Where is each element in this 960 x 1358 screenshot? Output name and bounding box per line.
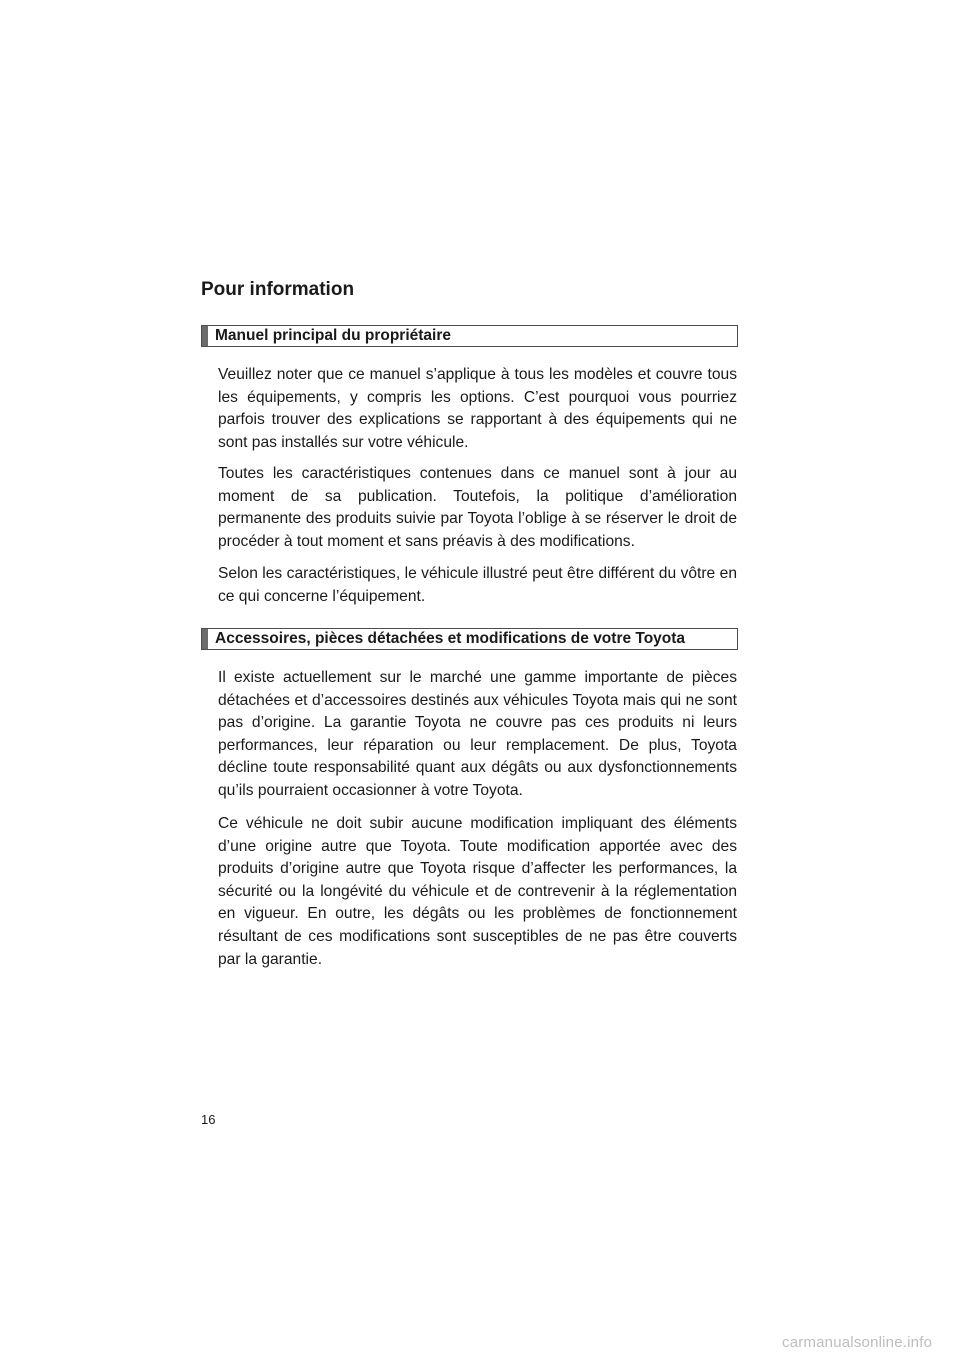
section-header-label: Accessoires, pièces détachées et modifications de votre Toyota (215, 630, 686, 647)
paragraph-manual-scope: Veuillez noter que ce manuel s’applique à tous les modèles et couvre tous les équipements, y compris les options. C’est pourquoi vous pourriez parfois trouver des explications se rapportant à des équipements qui ne sont pas installés sur votre véhicule. (218, 366, 737, 451)
watermark: carmanualsonline.info (782, 1334, 933, 1351)
page-number: 16 (201, 1112, 216, 1127)
paragraph-modifications: Ce véhicule ne doit subir aucune modification impliquant des éléments d’une origine autre que Toyota. Toute modification apportée avec des produits d’origine autre que Toyota risque d’affecter les performances, la sécurité ou la longévité du véhicule et de contrevenir à la réglementation en vigueur. En outre, les dégâts ou les problèmes de fonctionnement résultant de ces modifications sont susceptibles de ne pas être couverts par la garantie. (218, 815, 737, 968)
section-header-accessories (201, 628, 738, 650)
paragraph-illustrated-vehicle: Selon les caractéristiques, le véhicule illustré peut être différent du vôtre en ce qui concerne l’équipement. (218, 565, 737, 605)
paragraph-non-genuine-parts: Il existe actuellement sur le marché une gamme importante de pièces détachées et d’accessoires destinés aux véhicules Toyota mais qui ne sont pas d’origine. La garantie Toyota ne couvre pas ces produits ni leurs performances, leur réparation ou leur remplacement. De plus, Toyota décline toute responsabilité quant aux dégâts ou aux dysfonctionnements qu’ils pourraient occasionner à votre Toyota. (218, 669, 737, 799)
page-title: Pour information (201, 279, 355, 300)
section-header-label: Manuel principal du propriétaire (215, 327, 451, 344)
paragraph-specifications: Toutes les caractéristiques contenues dans ce manuel sont à jour au moment de sa publication. Toutefois, la politique d’amélioration permanente des produits suivie par Toyota l’oblige à se réserver le droit de procéder à tout moment et sans préavis à des modifications. (218, 465, 737, 550)
section-header-owners-manual (201, 325, 738, 347)
